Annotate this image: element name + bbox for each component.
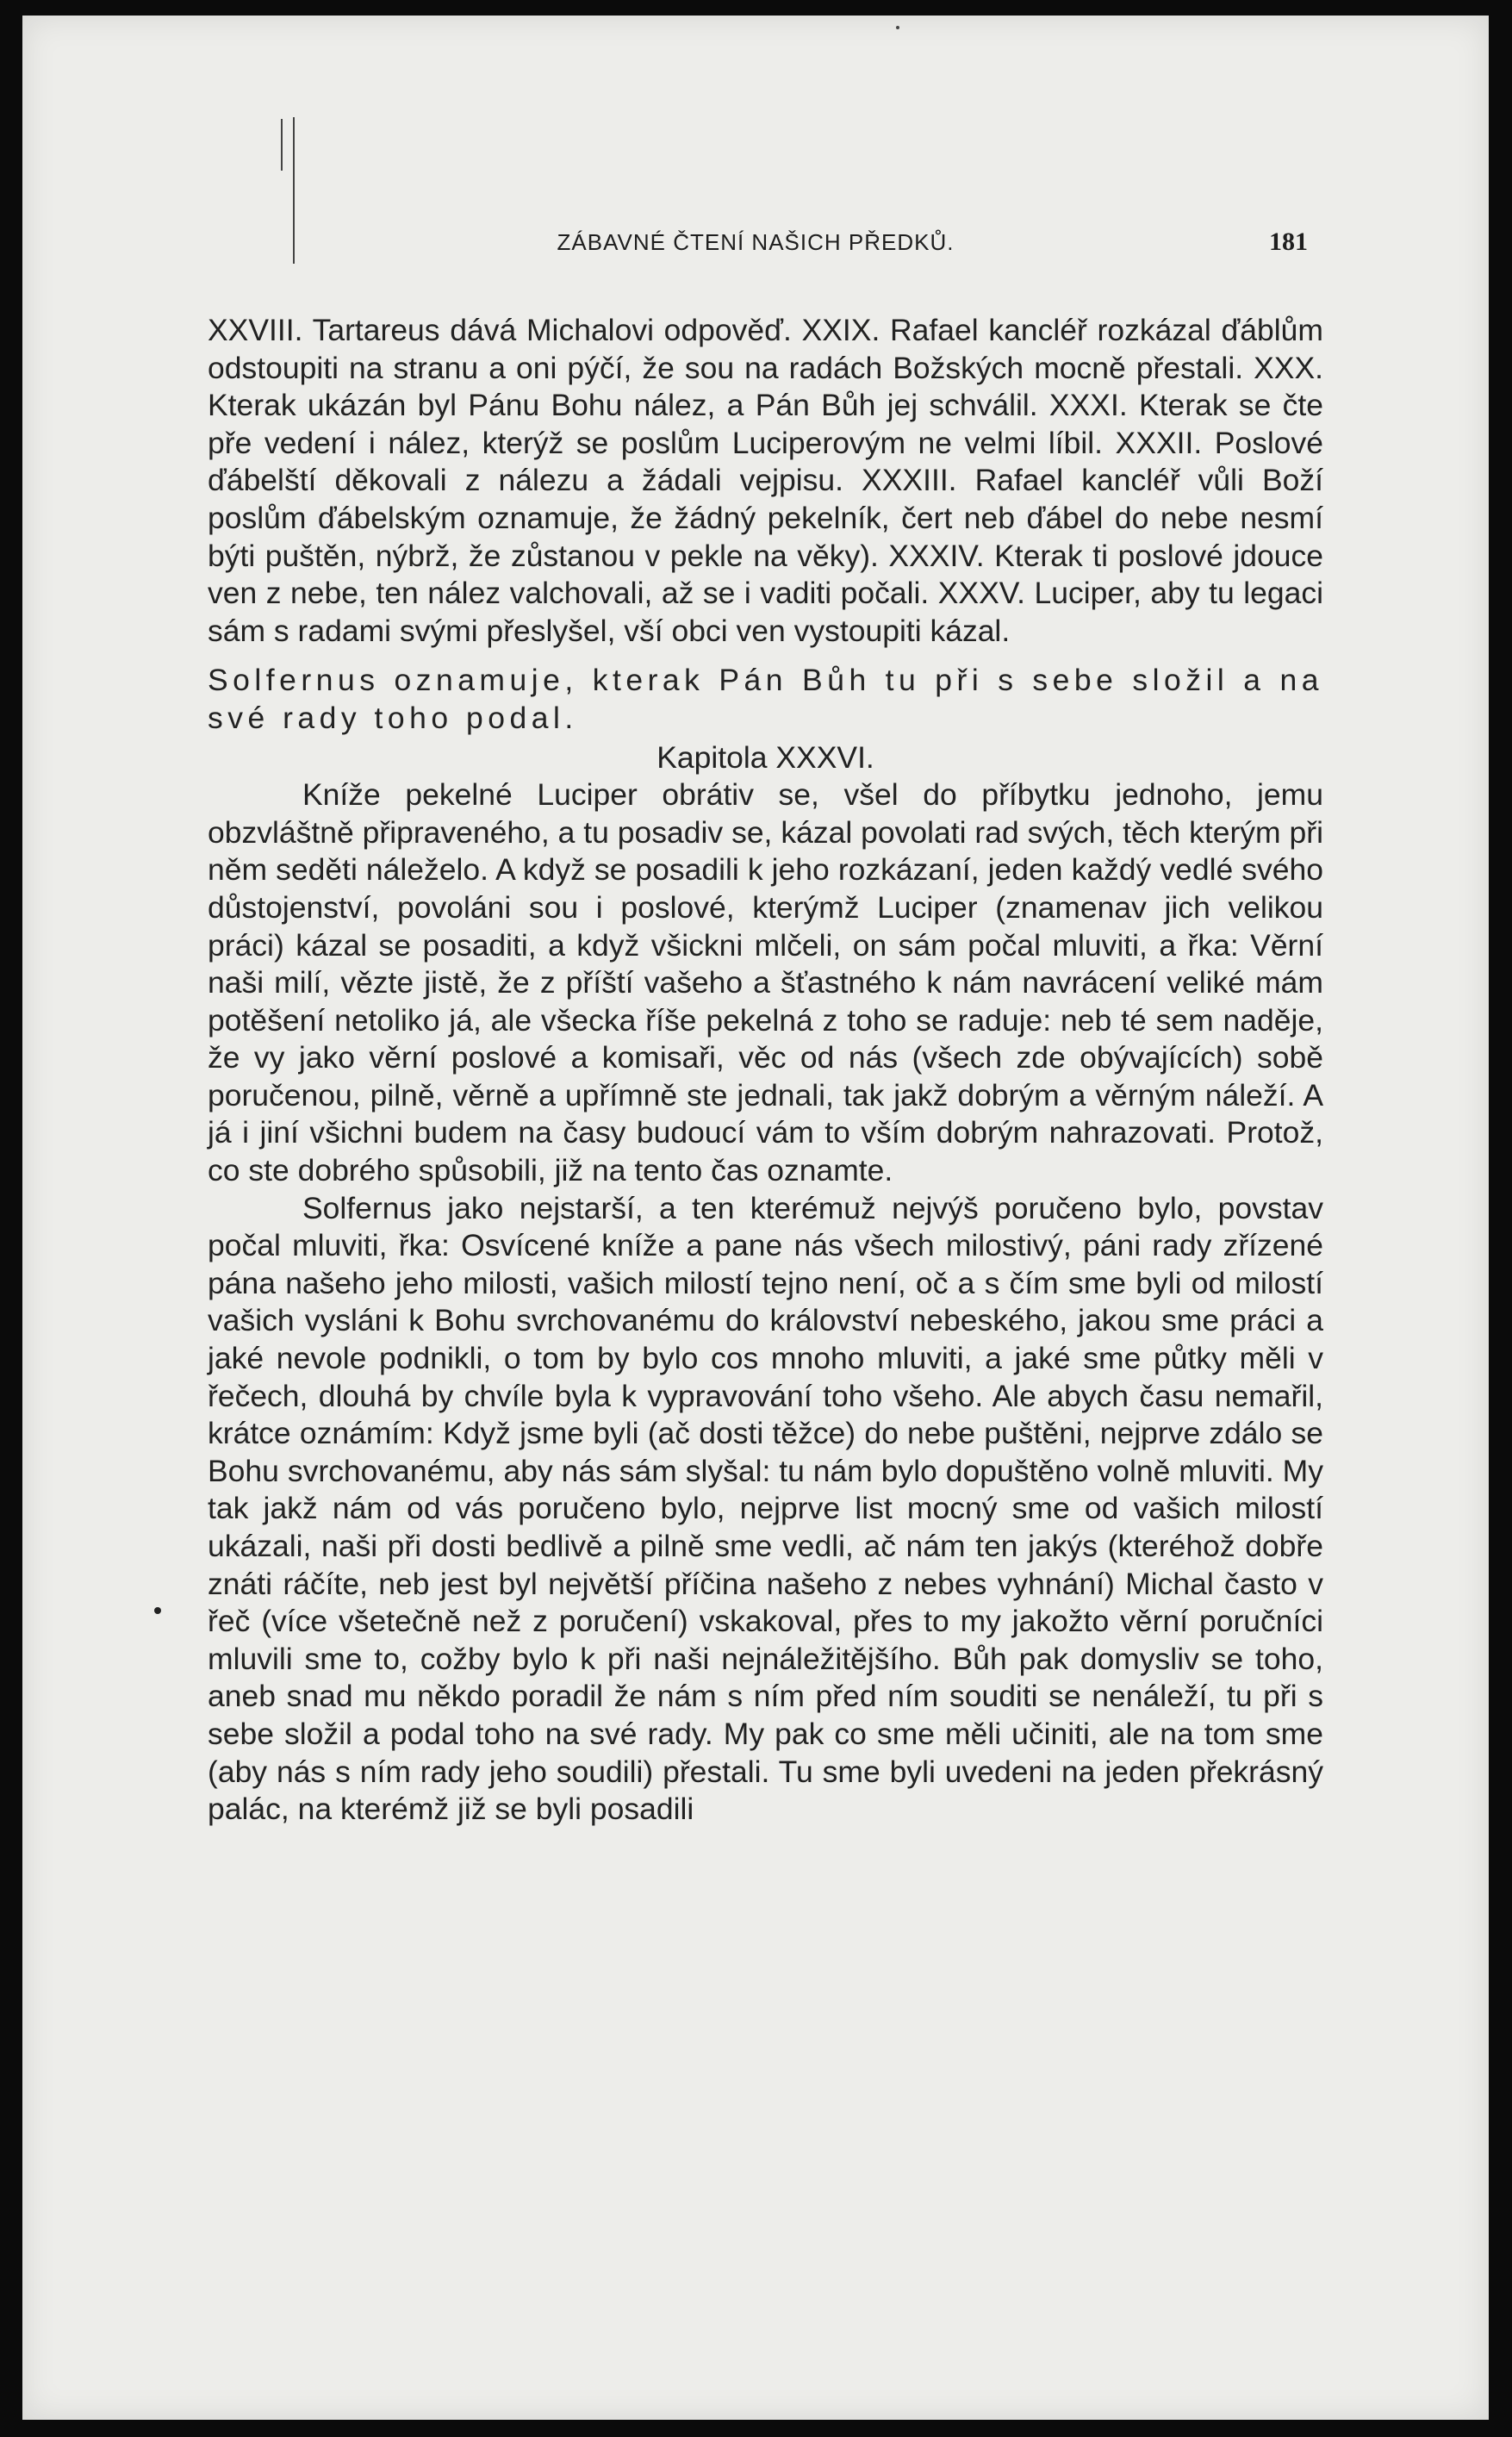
running-head — [22, 222, 1489, 265]
running-title: ZÁBAVNÉ ČTENÍ NAŠICH PŘEDKŮ. — [557, 229, 955, 255]
chapter-heading: Kapitola XXXVI. — [656, 739, 874, 775]
text-block — [208, 312, 1323, 1829]
book-page — [22, 16, 1489, 2420]
scan-mark — [281, 119, 283, 171]
section-title: Solfernus oznamuje, kterak Pán Bůh tu při s sebe složil a na své rady toho podal. — [208, 663, 1323, 735]
page-number: 181 — [1269, 227, 1308, 256]
chapter-summary: XXVIII. Tartareus dává Michalovi odpověď. XXIX. Rafael kancléř rozkázal ďáblům odstoupiti na stranu a oni pýčí, že sou na radách Božských mocně přestali. XXX. Kterak ukázán byl Pánu Bohu nález, a Pán Bůh jej schválil. XXXI. Kterak se čte pře vedení i nález, kterýž se poslům Luciperovým ne velmi líbil. XXXII. Poslové ďábelští děkovali z nálezu a žádali vejpisu. XXXIII. Rafael kancléř vůli Boží poslům ďábelským oznamuje, že žádný pekelník, čert neb ďábel do nebe nesmí býti puštěn, nýbrž, že zůstanou v pekle na věky). XXXIV. Kterak ti poslové jdouce ven z nebe, ten nález valchovali, až se i vaditi počali. XXXV. Luciper, aby tu legaci sám s radami svými přeslyšel, vší obci ven vystoupiti kázal. — [208, 313, 1323, 648]
scan-mark — [154, 1607, 161, 1614]
paragraph: Kníže pekelné Luciper obrátiv se, všel do příbytku jednoho, jemu obzvláštně připraveného, a tu posadiv se, kázal povolati rad svých, těch kterým při něm seděti náleželo. A když se posadili k jeho rozkázaní, jeden každý vedlé svého důstojenství, povoláni sou i poslové, kterýmž Luciper (znamenav jich velikou práci) kázal se posaditi, a když všickni mlčeli, on sám počal mluviti, a řka: Věrní naši milí, vězte jistě, že z příští vašeho a šťastného k nám navrácení veliké mám potěšení netoliko já, ale všecka říše pekelná z toho se raduje: neb té sem naděje, že vy jako věrní poslové a komisaři, věc od nás (všech zde obývajících) sobě poručenou, pilně, věrně a upřímně ste jednali, tak jakž dobrým a věrným náleží. A já i jiní všichni budem na časy budoucí vám to vším dobrým nahrazovati. Protož, co ste dobrého spůsobili, již na tento čas oznamte. — [208, 777, 1323, 1188]
scan-mark — [896, 26, 899, 29]
paragraph: Solfernus jako nejstarší, a ten kterémuž nejvýš poručeno bylo, povstav počal mluviti, řka: Osvícené kníže a pane nás všech milostivý, páni rady zřízené pána našeho jeho milosti, vašich milostí tejno není, oč a s čím sme byli od milostí vašich vysláni k Bohu svrchovanému do království nebeského, jakou sme práci a jaké nevole podnikli, o tom by bylo cos mnoho mluviti, a jaké sme půtky měli v řečech, dlouhá by chvíle byla k vypravování toho všeho. Ale abych času nemařil, krátce oznámím: Když jsme byli (ač dosti těžce) do nebe puštěni, nejprve zdálo se Bohu svrchovanému, aby nás sám slyšal: tu nám bylo dopuštěno volně mluviti. My tak jakž nám od vás poručeno bylo, nejprve list mocný sme od vašich milostí ukázali, naši při dosti bedlivě a pilně sme vedli, ač nám ten jakýs (kteréhož dobře znáti ráčíte, neb jest byl největší příčina našeho z nebes vyhnání) Michal často v řeč (více všetečně než z poručení) vskakoval, přes to my jakožto věrní poručníci mluvili sme to, cožby bylo k při naši nejnáležitějšího. Bůh pak domysliv se toho, aneb snad mu někdo poradil že nám s ním před ním souditi se nenáleží, tu při s sebe složil a podal toho na své rady. My pak co sme měli učiniti, ale na tom sme (aby nás s ním rady jeho soudili) přestali. Tu sme byli uvedeni na jeden překrásný palác, na kterémž již se byli posadili — [208, 1190, 1323, 1827]
